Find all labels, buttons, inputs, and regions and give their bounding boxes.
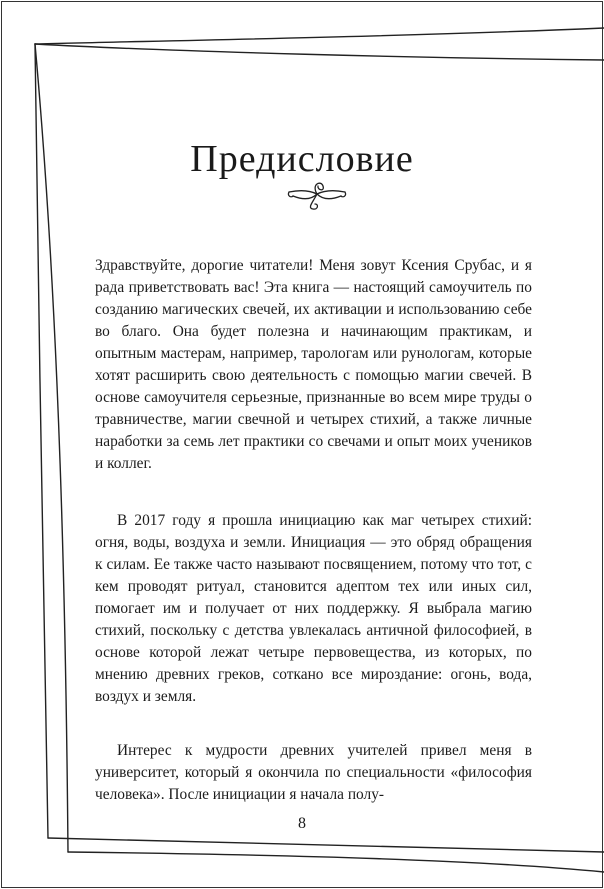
paragraph-3: Интерес к мудрости древних учителей привел меня в университет, который я окончила по специальности «философия человека». После инициации я начала полу- <box>95 742 532 804</box>
frame-line-bottom-2 <box>68 852 604 872</box>
frame-line-top-1 <box>35 28 604 44</box>
flourish-ornament-icon <box>287 178 347 212</box>
page-title: Предисловие <box>190 138 414 181</box>
frame-line-bottom-1 <box>48 838 604 852</box>
paragraph-2: В 2017 году я прошла инициацию как маг четырех стихий: огня, воды, воздуха и земли. Инициация — это обряд обращения к силам. Ее также часто называют посвящением, потому что тот, с кем проводят ритуал, становится адептом тех или иных сил, помогает им и получает от них поддержку. Я выбрала магию стихий, поскольку с детства увлекалась античной философией, в основе которой лежат четыре первовещества, из которых, по мнению древних греков, соткано все мироздание: огонь, вода, воздух и земля. <box>95 512 532 705</box>
paragraph-1: Здравствуйте, дорогие читатели! Меня зовут Ксения Срубас, и я рада приветствовать вас! Эта книга — настоящий самоучитель по созданию магических свечей, их активации и использованию себе во благо. Она будет полезна и начинающим практикам, и опытным мастерам, например, тарологам или рунологам, которые хотят расширить свою деятельность с помощью магии свечей. В основе самоучителя серьезные, признанные во всем мире труды о травничестве, магии свечной и четырех стихий, а также личные наработки за семь лет практики со свечами и опыт моих учеников и коллег. <box>95 257 532 472</box>
page-number: 8 <box>298 815 306 832</box>
frame-line-top-2 <box>35 44 604 60</box>
